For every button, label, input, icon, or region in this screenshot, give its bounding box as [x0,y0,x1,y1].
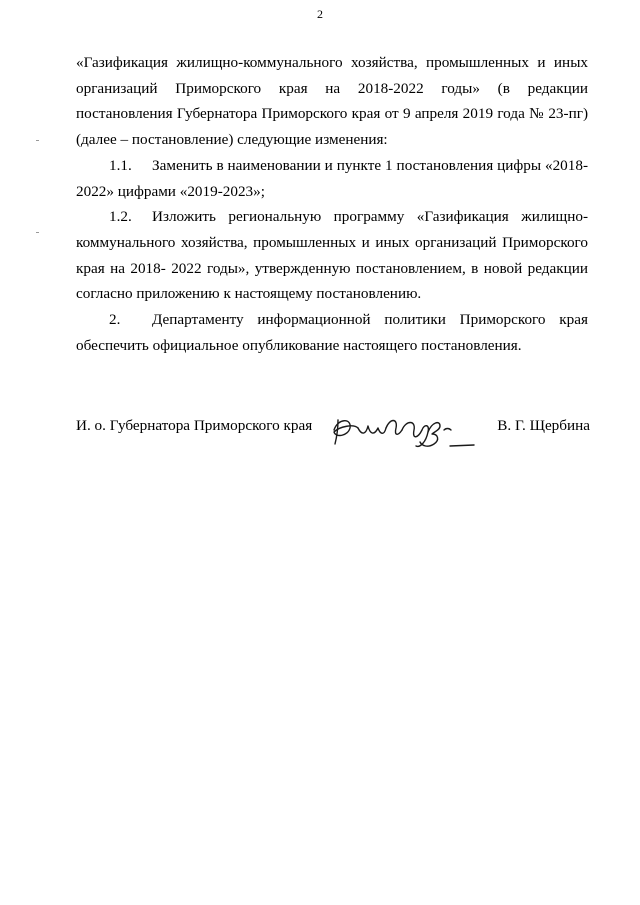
list-item-2 [76,307,588,358]
item-number: 2. [109,311,121,329]
item-text: Изложить региональную программу «Газификация жилищно-коммунального хозяйства, промышленных и иных организаций Приморского края на 2018- 2022 годы», утвержденную постановлением, в новой редакции согласно приложению к настоящему постановлению. [76,208,588,303]
opening-paragraph: «Газификация жилищно-коммунального хозяйства, промышленных и иных организаций Приморского края на 2018-2022 годы» (в редакции постановления Губернатора Приморского края от 9 апреля 2019 года № 23-пг) (далее – постановление) следующие изменения: [76,54,588,149]
signer-title: И. о. Губернатора Приморского края [76,417,313,434]
signer-name: В. Г. Щербина [497,417,590,434]
handwritten-signature [328,412,488,452]
signature-block [76,412,590,452]
list-item-1-1 [76,153,588,204]
page-number: 2 [317,7,323,21]
scan-margin-mark [36,232,39,233]
item-number: 1.2. [109,208,132,226]
item-text: Департаменту информационной политики Приморского края обеспечить официальное опубликование настоящего постановления. [76,311,588,354]
scan-margin-mark [36,140,39,141]
document-body [76,50,588,358]
item-text: Заменить в наименовании и пункте 1 постановления цифры «2018-2022» цифрами «2019-2023»; [76,156,588,200]
item-number: 1.1. [109,156,132,174]
list-item-1-2 [76,204,588,307]
